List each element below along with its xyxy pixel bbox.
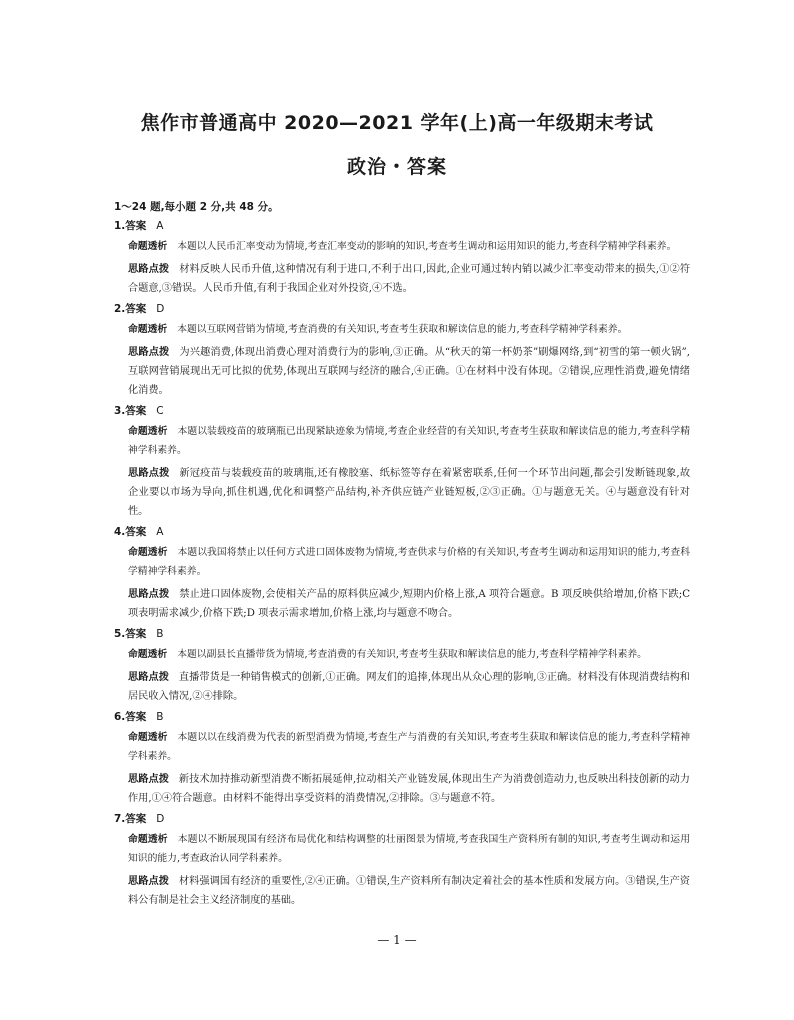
answer-choice: A	[156, 220, 164, 232]
hint-label: 思路点拨	[128, 347, 170, 358]
analysis-section	[114, 320, 690, 339]
analysis-label: 命题透析	[128, 834, 168, 845]
hint-text: 材料强调国有经济的重要性,②④正确。①错误,生产资料所有制决定着社会的基本性质和发展方向。③错误,生产资料公有制是社会主义经济制度的基础。	[128, 876, 690, 906]
answer-item	[114, 302, 690, 400]
analysis-section	[114, 422, 690, 460]
hint-label: 思路点拨	[128, 774, 169, 785]
analysis-label: 命题透析	[128, 426, 168, 437]
question-number: 1.	[114, 220, 126, 232]
analysis-section	[114, 237, 690, 256]
analysis-text: 本题以以在线消费为代表的新型消费为情境,考查生产与消费的有关知识,考查考生获取和解读信息的能力,考查科学精神学科素养。	[128, 732, 691, 762]
hint-text: 为兴趣消费,体现出消费心理对消费行为的影响,③正确。从“秋天的第一杯奶茶”刷爆网络,到“初雪的第一顿火锅”,互联网营销展现出无可比拟的优势,体现出互联网与经济的融合,④正确。①在材料中没有体现。②错误,应理性消费,避免情绪化消费。	[128, 347, 691, 396]
analysis-text: 本题以副县长直播带货为情境,考查消费的有关知识,考查考生获取和解读信息的能力,考查科学精神学科素养。	[177, 649, 647, 660]
question-line	[114, 219, 690, 234]
question-line	[114, 525, 690, 540]
question-number: 6.	[114, 711, 126, 723]
answer-choice: D	[156, 813, 165, 825]
analysis-label: 命题透析	[128, 241, 168, 252]
hint-section	[114, 668, 690, 706]
answer-item	[114, 525, 690, 623]
hint-text: 直播带货是一种销售模式的创新,①正确。网友们的追捧,体现出从众心理的影响,③正确。材料没有体现消费结构和居民收入情况,②④排除。	[128, 672, 690, 702]
analysis-label: 命题透析	[128, 324, 168, 335]
answer-choice: B	[156, 628, 164, 640]
analysis-label: 命题透析	[128, 649, 168, 660]
answer-label: 答案	[125, 220, 147, 232]
analysis-text: 本题以装载疫苗的玻璃瓶已出现紧缺迹象为情境,考查企业经营的有关知识,考查考生获取和解读信息的能力,考查科学精神学科素养。	[128, 426, 691, 456]
answer-label: 答案	[125, 405, 147, 417]
hint-label: 思路点拨	[128, 672, 169, 683]
question-line	[114, 710, 690, 725]
hint-section	[114, 585, 690, 623]
answer-item	[114, 627, 690, 706]
answer-item	[114, 219, 690, 298]
hint-section	[114, 260, 690, 298]
hint-text: 禁止进口固体废物,会使相关产品的原料供应减少,短期内价格上涨,A 项符合题意。B 项反映供给增加,价格下跌;C 项表明需求减少,价格下跌;D 项表示需求增加,价格上涨,均与题意不吻合。	[128, 589, 691, 619]
hint-label: 思路点拨	[128, 468, 170, 479]
page-subtitle: 政治・答案	[346, 156, 447, 178]
question-line	[114, 404, 690, 419]
question-number: 3.	[114, 405, 126, 417]
question-line	[114, 627, 690, 642]
scoring-intro: 1～24 题,每小题 2 分,共 48 分。	[114, 201, 279, 213]
hint-label: 思路点拨	[128, 876, 169, 887]
hint-section	[114, 464, 690, 521]
question-number: 4.	[114, 526, 126, 538]
answer-choice: D	[156, 303, 165, 315]
analysis-text: 本题以互联网营销为情境,考查消费的有关知识,考查考生获取和解读信息的能力,考查科学精神学科素养。	[177, 324, 628, 335]
answer-choice: B	[156, 711, 164, 723]
analysis-text: 本题以不断展现国有经济布局优化和结构调整的壮丽图景为情境,考查我国生产资料所有制的知识,考查考生调动和运用知识的能力,考查政治认同学科素养。	[128, 834, 690, 864]
analysis-text: 本题以我国将禁止以任何方式进口固体废物为情境,考查供求与价格的有关知识,考查考生调动和运用知识的能力,考查科学精神学科素养。	[128, 547, 691, 577]
answer-choice: C	[156, 405, 164, 417]
analysis-section	[114, 728, 690, 766]
hint-text: 新冠疫苗与装载疫苗的玻璃瓶,还有橡胶塞、纸标签等存在着紧密联系,任何一个环节出问题,都会引发断链现象,故企业要以市场为导向,抓住机遇,优化和调整产品结构,补齐供应链产业链短板,②③正确。①与题意无关。④与题意没有针对性。	[128, 468, 691, 517]
analysis-label: 命题透析	[128, 547, 168, 558]
question-line	[114, 302, 690, 317]
analysis-section	[114, 543, 690, 581]
answer-label: 答案	[125, 526, 147, 538]
analysis-text: 本题以人民币汇率变动为情境,考查汇率变动的影响的知识,考查考生调动和运用知识的能力,考查科学精神学科素养。	[177, 241, 677, 252]
hint-text: 新技术加持推动新型消费不断拓展延伸,拉动相关产业链发展,体现出生产为消费创造动力,也反映出科技创新的动力作用,①④符合题意。由材料不能得出享受资料的消费情况,②排除。③与题意不符。	[128, 774, 690, 804]
answer-label: 答案	[125, 711, 147, 723]
analysis-section	[114, 830, 690, 868]
answer-item	[114, 812, 690, 910]
hint-label: 思路点拨	[128, 589, 170, 600]
analysis-label: 命题透析	[128, 732, 168, 743]
hint-section	[114, 872, 690, 910]
answer-label: 答案	[125, 813, 147, 825]
hint-label: 思路点拨	[128, 264, 170, 275]
question-number: 5.	[114, 628, 126, 640]
hint-section	[114, 343, 690, 400]
question-number: 7.	[114, 813, 126, 825]
page-title: 焦作市普通高中 2020—2021 学年(上)高一年级期末考试	[140, 112, 654, 134]
answer-choice: A	[156, 526, 164, 538]
answer-content	[114, 200, 690, 914]
question-number: 2.	[114, 303, 126, 315]
answer-label: 答案	[125, 303, 147, 315]
hint-section	[114, 770, 690, 808]
page-number: — 1 —	[377, 933, 417, 947]
answer-item	[114, 710, 690, 808]
answer-label: 答案	[125, 628, 147, 640]
analysis-section	[114, 645, 690, 664]
question-line	[114, 812, 690, 827]
answer-item	[114, 404, 690, 521]
hint-text: 材料反映人民币升值,这种情况有利于进口,不利于出口,因此,企业可通过转内销以减少汇率变动带来的损失,①②符合题意,③错误。人民币升值,有利于我国企业对外投资,④不选。	[128, 264, 691, 294]
